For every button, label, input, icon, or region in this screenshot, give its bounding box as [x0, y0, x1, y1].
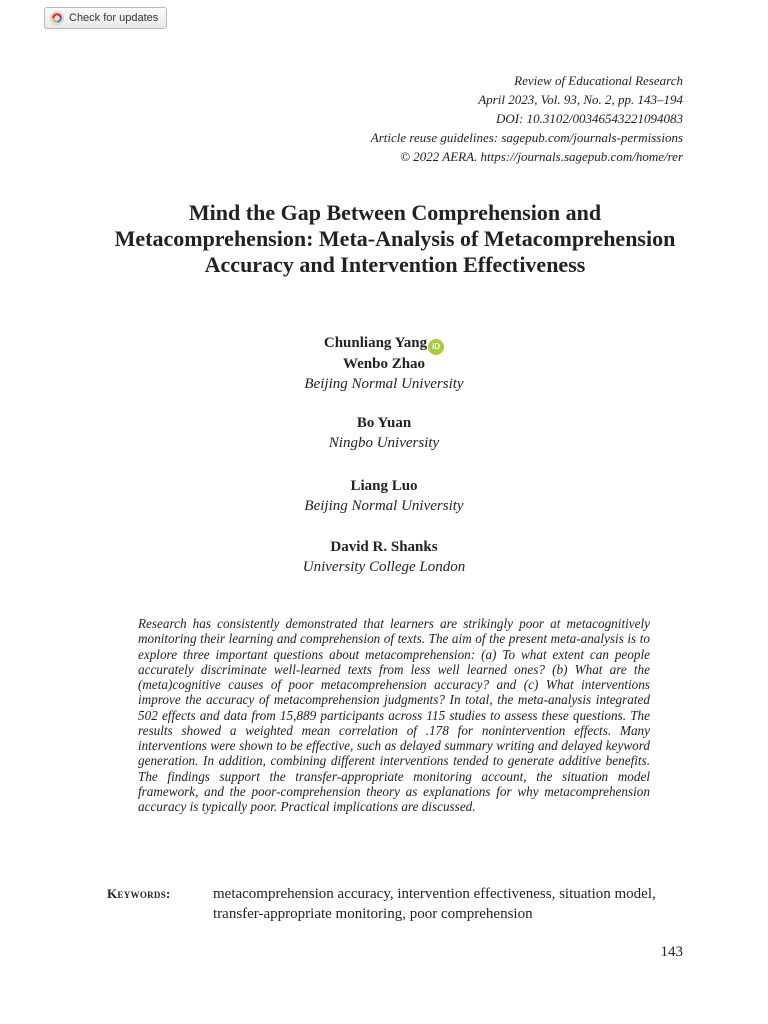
abstract: Research has consistently demonstrated that learners are strikingly poor at metacognitively monitoring their learning and comprehension of texts. The aim of the present meta-analysis is to explore three important questions about metacomprehension: (a) To what extent can people accurately discriminate well-learned texts from less well learned ones? (b) What are the (meta)cognitive causes of poor metacomprehension accuracy? and (c) What interventions improve the accuracy of metacomprehension judgments? In total, the meta-analysis integrated 502 effects and data from 15,889 participants across 115 studies to assess these questions. The results showed a weighted mean correlation of .178 for nonintervention effects. Many interventions were shown to be effective, such as delayed summary writing and delayed keyword generation. In addition, combining different interventions tended to generate additive benefits. The findings support the transfer-appropriate monitoring account, the situation model framework, and the poor-comprehension theory as explanations for why metacomprehension accuracy is typically poor. Practical implications are discussed. [138, 616, 650, 814]
journal-metadata [371, 71, 683, 166]
author-affiliation: Beijing Normal University [304, 498, 464, 514]
keywords-list: metacomprehension accuracy, intervention effectiveness, situation model, transfer-appropriate monitoring, poor comprehension [213, 886, 656, 922]
article-title: Mind the Gap Between Comprehension and Metacomprehension: Meta-Analysis of Metacomprehension Accuracy and Intervention Effectiveness [114, 200, 676, 277]
author-name: Liang Luo [350, 478, 418, 494]
issue-info: April 2023, Vol. 93, No. 2, pp. 143–194 [478, 92, 683, 107]
copyright: © 2022 AERA. https://journals.sagepub.com/home/rer [400, 149, 683, 164]
author-name: Wenbo Zhao [342, 356, 426, 372]
check-for-updates-label: Check for updates [69, 12, 159, 24]
orcid-icon[interactable]: iD [428, 339, 444, 355]
reuse-guidelines: Article reuse guidelines: sagepub.com/journals-permissions [370, 130, 683, 145]
author-name: Bo Yuan [356, 415, 412, 431]
author-group-1 [0, 334, 768, 394]
author-affiliation: University College London [302, 559, 466, 575]
author-group-3 [0, 477, 768, 516]
author-affiliation: Ningbo University [328, 435, 440, 451]
author-affiliation: Beijing Normal University [304, 376, 464, 392]
author-group-2 [0, 414, 768, 453]
check-for-updates-button[interactable] [44, 7, 167, 29]
author-name: David R. Shanks [330, 539, 438, 555]
check-for-updates-icon [50, 11, 64, 25]
author-name: Chunliang Yang iD [0, 334, 768, 355]
author-group-4 [0, 538, 768, 577]
keywords-label: Keywords: [107, 886, 171, 901]
keywords-section [107, 884, 697, 924]
page-number: 143 [660, 944, 683, 960]
doi: DOI: 10.3102/00346543221094083 [495, 111, 683, 126]
journal-name: Review of Educational Research [514, 73, 683, 88]
